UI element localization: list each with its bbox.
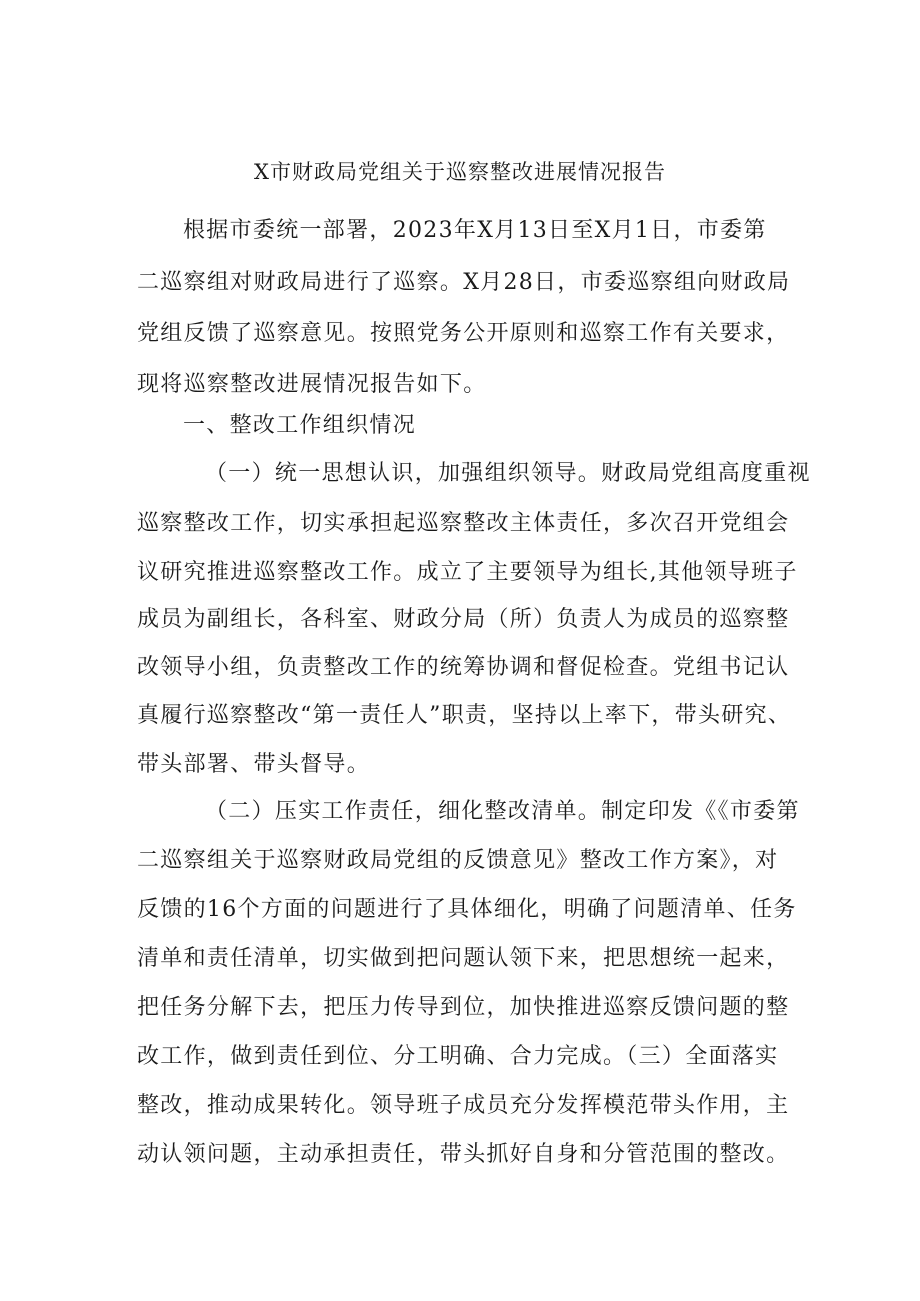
body-line: 反馈的16个方面的问题进行了具体细化，明确了问题清单、任务 <box>137 897 797 922</box>
body-line: 议研究推进巡察整改工作。成立了主要领导为组长,其他领导班子 <box>137 560 798 585</box>
body-line: （一）统一思想认识，加强组织领导。财政局党组高度重视 <box>205 461 811 486</box>
body-line: （二）压实工作责任，细化整改清单。制定印发《《市委第 <box>205 799 800 824</box>
body-line: 真履行巡察整改“第一责任人”职责，坚持以上率下，带头研究、 <box>137 703 792 728</box>
body-line: 带头部署、带头督导。 <box>137 752 371 777</box>
body-line: 整改，推动成果转化。领导班子成员充分发挥模范带头作用，主 <box>137 1093 790 1118</box>
body-line: 改领导小组，负责整改工作的统筹协调和督促检查。党组书记认 <box>137 655 790 680</box>
body-line: 动认领问题，主动承担责任，带头抓好自身和分管范围的整改。 <box>137 1142 790 1167</box>
body-line: 现将巡察整改进展情况报告如下。 <box>137 372 487 397</box>
body-line: 成员为副组长，各科室、财政分局（所）负责人为成员的巡察整 <box>137 607 790 632</box>
body-line: 清单和责任清单，切实做到把问题认领下来，把思想统一起来， <box>137 946 790 971</box>
section-heading: 一、整改工作组织情况 <box>183 413 417 438</box>
body-line: 改工作，做到责任到位、分工明确、合力完成。（三）全面落实 <box>137 1044 779 1069</box>
body-line: 党组反馈了巡察意见。按照党务公开原则和巡察工作有关要求， <box>137 321 790 346</box>
body-line: 二巡察组对财政局进行了巡察。X月28日，市委巡察组向财政局 <box>137 270 791 295</box>
body-line: 根据市委统一部署，2023年X月13日至X月1日，市委第 <box>183 218 767 243</box>
body-line: 巡察整改工作，切实承担起巡察整改主体责任，多次召开党组会 <box>137 511 790 536</box>
document-title: X市财政局党组关于巡察整改进展情况报告 <box>254 160 666 184</box>
body-line: 二巡察组关于巡察财政局党组的反馈意见》整改工作方案》，对 <box>137 848 779 873</box>
body-line: 把任务分解下去，把压力传导到位，加快推进巡察反馈问题的整 <box>137 995 790 1020</box>
